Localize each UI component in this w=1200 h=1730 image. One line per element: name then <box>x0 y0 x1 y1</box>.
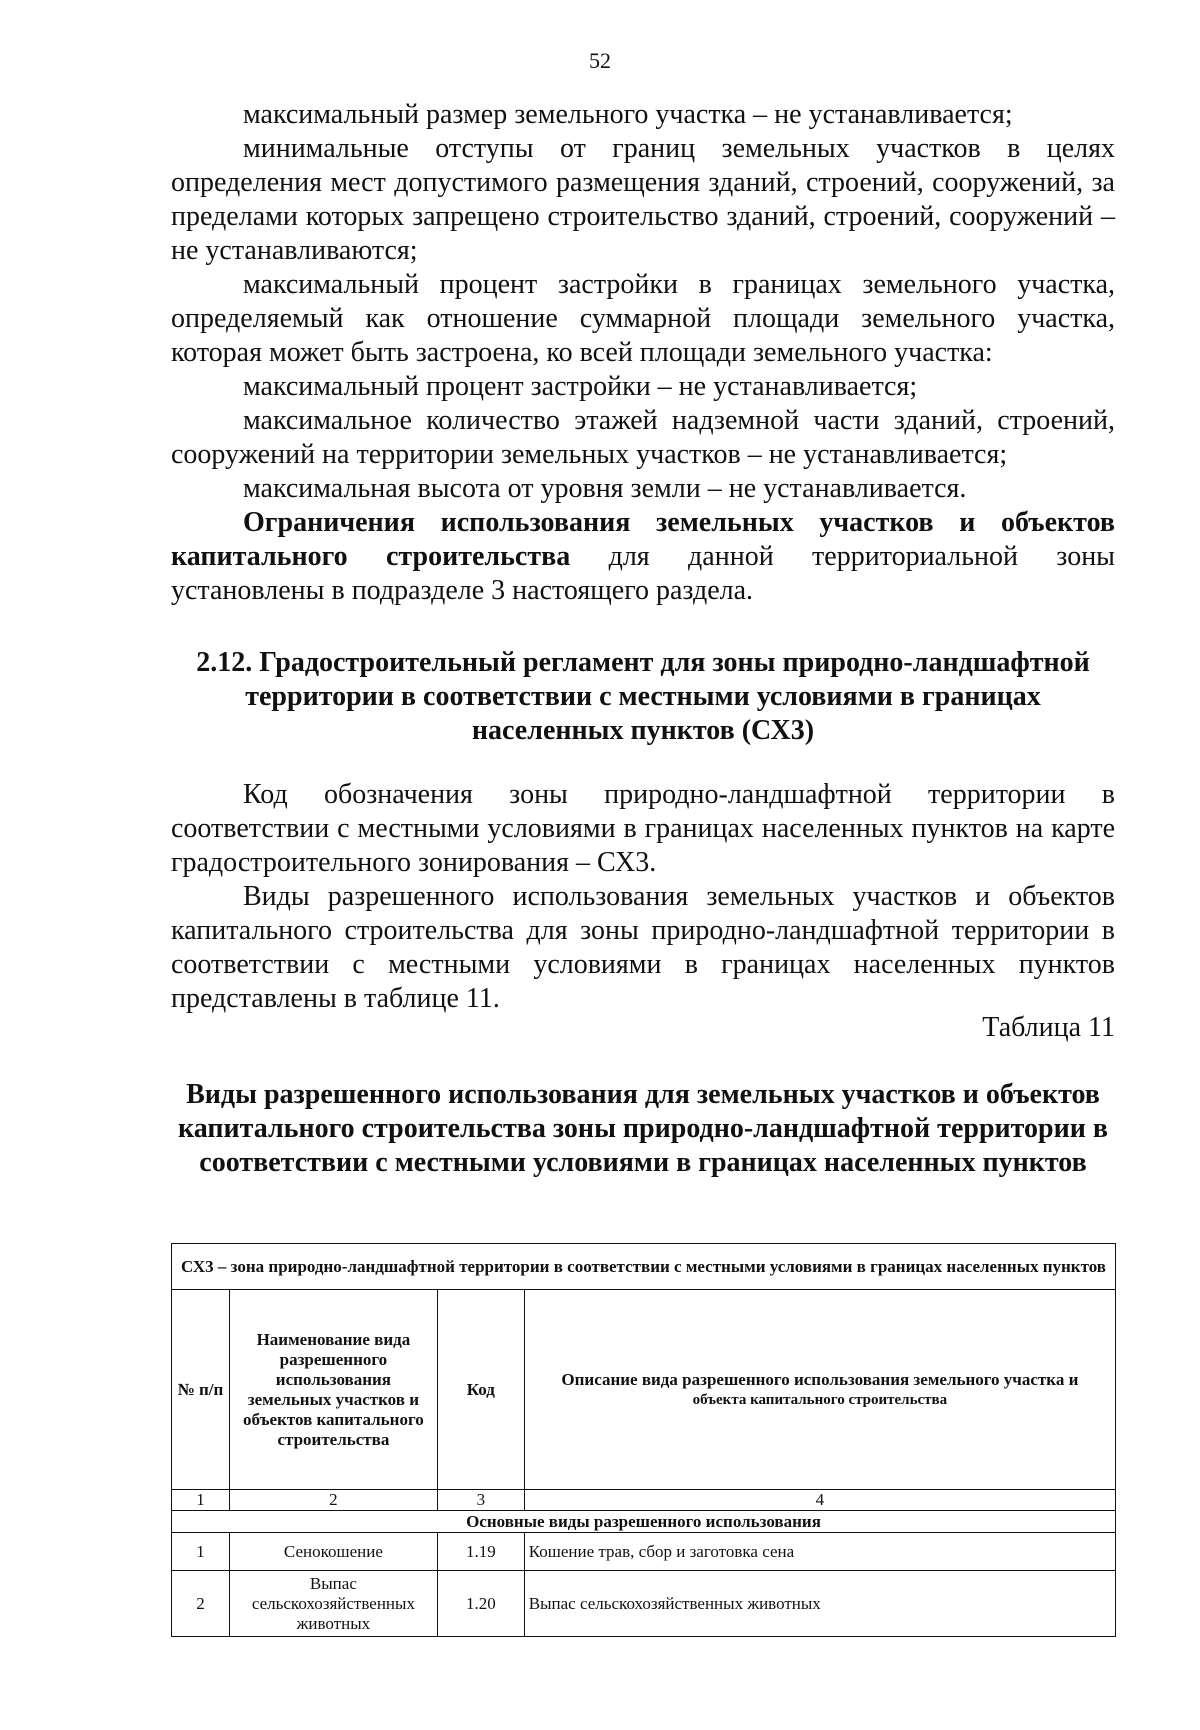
group-header-row <box>172 1511 1116 1533</box>
column-number: 3 <box>437 1490 524 1511</box>
zone-header-row <box>172 1244 1116 1290</box>
paragraph: минимальные отступы от границ земельных участков в целях определения мест допустимого размещения зданий, строений, сооружений, за пределами которых запрещено строительство зданий, строений, сооружений – не устанавливаются; <box>171 133 1115 266</box>
header-name: Наименование вида разрешенного использования земельных участков и объектов капитального строительства <box>229 1290 437 1490</box>
header-description-line2: объекта капитального строительства <box>692 1391 948 1408</box>
column-header-row <box>172 1290 1116 1490</box>
paragraph: максимальная высота от уровня земли – не устанавливается. <box>243 473 967 504</box>
paragraph: Виды разрешенного использования земельных участков и объектов капитального строительства для зоны природно-ландшафтной территории в соответствии с местными условиями в границах населенных пунктов представлены в таблице 11. <box>171 881 1115 1014</box>
row-description: Выпас сельскохозяйственных животных <box>524 1571 1115 1637</box>
header-num: № п/п <box>172 1290 230 1490</box>
column-number: 2 <box>229 1490 437 1511</box>
paragraph: максимальный процент застройки в границах земельного участка, определяемый как отношение суммарной площади земельного участка, которая может быть застроена, ко всей площади земельного участка: <box>171 269 1115 368</box>
row-name: Сенокошение <box>229 1533 437 1571</box>
header-code: Код <box>437 1290 524 1490</box>
table-label: Таблица 11 <box>982 1012 1115 1043</box>
restrictions-paragraph <box>171 506 1115 608</box>
mid-text-block <box>171 778 1115 1016</box>
header-description <box>524 1290 1115 1490</box>
table-title: Виды разрешенного использования для земельных участков и объектов капитального строительства зоны природно-ландшафтной территории в соответствии с местными условиями в границах населенных пунктов <box>178 1079 1108 1178</box>
column-number-row <box>172 1490 1116 1511</box>
paragraph: максимальное количество этажей надземной части зданий, строений, сооружений на территории земельных участков – не устанавливается; <box>171 405 1115 470</box>
row-num: 2 <box>172 1571 230 1637</box>
paragraph: Код обозначения зоны природно-ландшафтной территории в соответствии с местными условиями в границах населенных пунктов на карте градостроительного зонирования – СХ3. <box>171 779 1115 878</box>
column-number: 1 <box>172 1490 230 1511</box>
row-num: 1 <box>172 1533 230 1571</box>
paragraph: максимальный размер земельного участка – не устанавливается; <box>243 99 1013 130</box>
column-number: 4 <box>524 1490 1115 1511</box>
page-number: 52 <box>589 48 611 73</box>
row-name: Выпас сельскохозяйственных животных <box>229 1571 437 1637</box>
group-header: Основные виды разрешенного использования <box>172 1511 1116 1533</box>
table-row <box>172 1571 1116 1637</box>
row-description: Кошение трав, сбор и заготовка сена <box>524 1533 1115 1571</box>
regulation-table <box>171 1243 1116 1637</box>
section-heading: 2.12. Градостроительный регламент для зоны природно-ландшафтной территории в соответствии с местными условиями в границах населенных пунктов (СХ3) <box>196 647 1090 746</box>
row-code: 1.20 <box>437 1571 524 1637</box>
top-text-block <box>171 98 1115 608</box>
paragraph: максимальный процент застройки – не устанавливается; <box>243 371 918 402</box>
restrictions-bold: Ограничения использования земельных участков и объектов капитального строительства <box>171 507 1115 572</box>
zone-header: СХ3 – зона природно-ландшафтной территории в соответствии с местными условиями в границах населенных пунктов <box>172 1244 1116 1290</box>
header-description-line1: Описание вида разрешенного использования земельного участка и <box>561 1369 1079 1389</box>
restrictions-rest: для данной территориальной зоны установлены в подразделе 3 настоящего раздела. <box>171 541 1115 606</box>
row-code: 1.19 <box>437 1533 524 1571</box>
table-row <box>172 1533 1116 1571</box>
